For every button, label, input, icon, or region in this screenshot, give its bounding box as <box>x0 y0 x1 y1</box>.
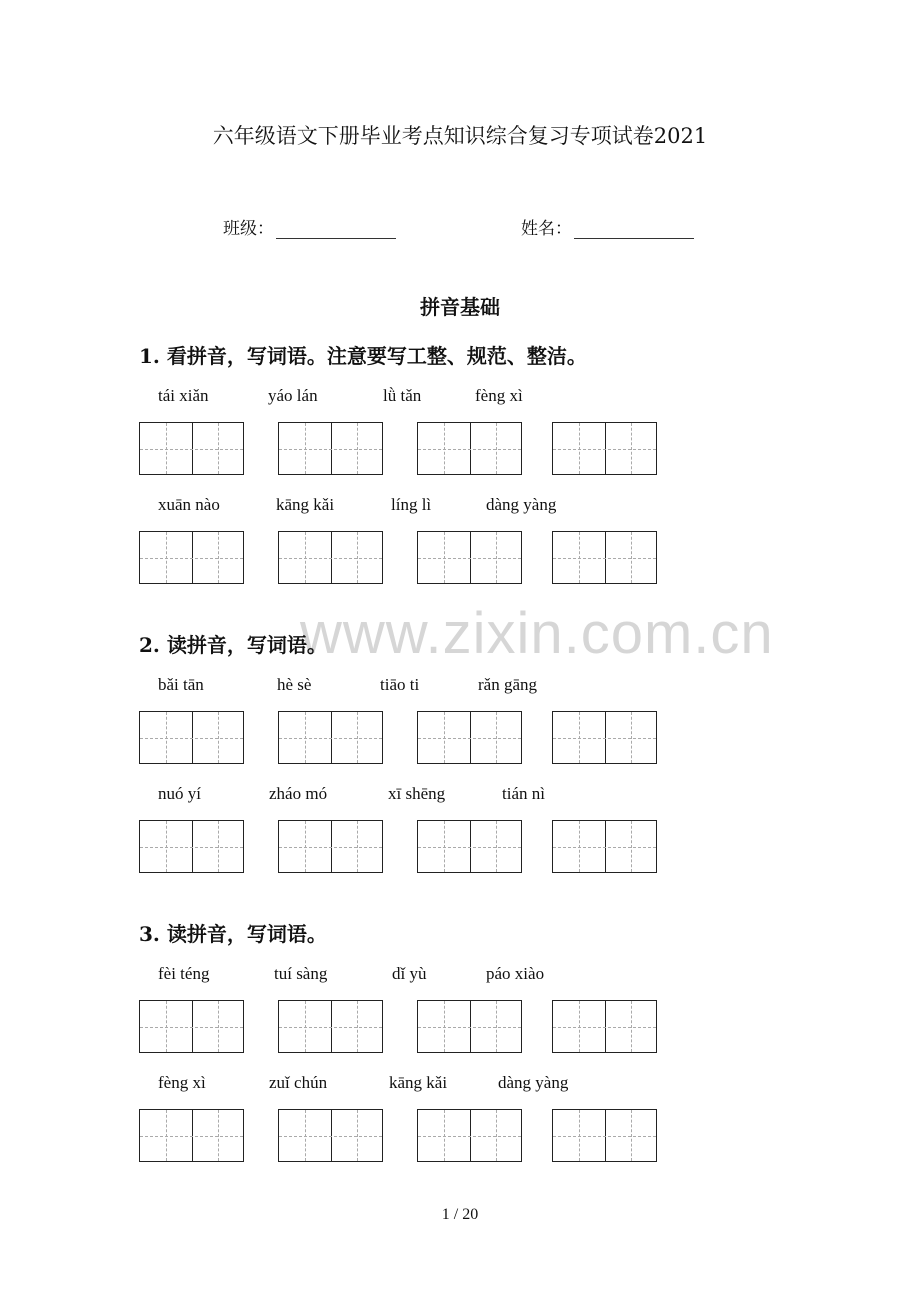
pinyin-label: kāng kǎi <box>276 495 335 514</box>
pinyin-label: xuān nào <box>158 495 220 514</box>
name-blank[interactable] <box>574 220 694 239</box>
writing-grid-box[interactable] <box>139 711 244 764</box>
class-label: 班级： <box>223 219 274 239</box>
page-number: 1 / 20 <box>441 1206 479 1223</box>
pinyin-label: dǐ yù <box>392 964 427 983</box>
name-field <box>521 214 694 239</box>
pinyin-label: dàng yàng <box>498 1073 569 1092</box>
question-heading: 2. 读拼音，写词语。 <box>139 633 327 657</box>
writing-grid-box[interactable] <box>417 820 522 873</box>
pinyin-label: líng lì <box>391 495 432 514</box>
writing-grid-box[interactable] <box>552 1109 657 1162</box>
writing-grid-box[interactable] <box>139 1109 244 1162</box>
pinyin-label: nuó yí <box>158 784 201 803</box>
watermark: www.zixin.com.cn <box>300 601 774 666</box>
pinyin-label: zháo mó <box>269 784 328 803</box>
section-title: 拼音基础 <box>420 295 500 319</box>
writing-grid-box[interactable] <box>552 531 657 584</box>
pinyin-label: rǎn gāng <box>478 675 538 694</box>
writing-grid-box[interactable] <box>417 1109 522 1162</box>
writing-grid-box[interactable] <box>139 422 244 475</box>
pinyin-label: tái xiǎn <box>158 386 209 405</box>
name-label: 姓名： <box>521 219 572 239</box>
pinyin-label: zuǐ chún <box>269 1073 328 1092</box>
question-heading: 3. 读拼音，写词语。 <box>139 922 327 946</box>
writing-grid-box[interactable] <box>278 711 383 764</box>
writing-grid-box[interactable] <box>278 531 383 584</box>
writing-grid-box[interactable] <box>139 1000 244 1053</box>
pinyin-label: yáo lán <box>268 386 318 405</box>
writing-grid-box[interactable] <box>278 1109 383 1162</box>
pinyin-label: kāng kǎi <box>389 1073 448 1092</box>
writing-grid-box[interactable] <box>417 422 522 475</box>
pinyin-label: tián nì <box>502 784 545 803</box>
writing-grid-box[interactable] <box>278 820 383 873</box>
pinyin-label: hè sè <box>277 675 312 694</box>
writing-grid-box[interactable] <box>417 531 522 584</box>
pinyin-label: tuí sàng <box>274 964 328 983</box>
writing-grid-box[interactable] <box>552 1000 657 1053</box>
writing-grid-box[interactable] <box>552 422 657 475</box>
writing-grid-box[interactable] <box>278 422 383 475</box>
document-title: 六年级语文下册毕业考点知识综合复习专项试卷2021 <box>212 124 708 148</box>
pinyin-label: dàng yàng <box>486 495 557 514</box>
pinyin-label: fèi téng <box>158 964 210 983</box>
pinyin-label: xī shēng <box>388 784 446 803</box>
question-heading: 1. 看拼音，写词语。注意要写工整、规范、整洁。 <box>139 344 587 368</box>
class-field <box>223 214 396 239</box>
writing-grid-box[interactable] <box>139 820 244 873</box>
pinyin-label: páo xiào <box>486 964 545 983</box>
writing-grid-box[interactable] <box>417 1000 522 1053</box>
pinyin-label: lǜ tǎn <box>383 386 422 405</box>
pinyin-label: bǎi tān <box>158 675 204 694</box>
pinyin-label: fèng xì <box>475 386 523 405</box>
writing-grid-box[interactable] <box>278 1000 383 1053</box>
class-blank[interactable] <box>276 220 396 239</box>
writing-grid-box[interactable] <box>552 711 657 764</box>
writing-grid-box[interactable] <box>139 531 244 584</box>
writing-grid-box[interactable] <box>417 711 522 764</box>
pinyin-label: fèng xì <box>158 1073 206 1092</box>
writing-grid-box[interactable] <box>552 820 657 873</box>
pinyin-label: tiāo ti <box>380 675 420 694</box>
